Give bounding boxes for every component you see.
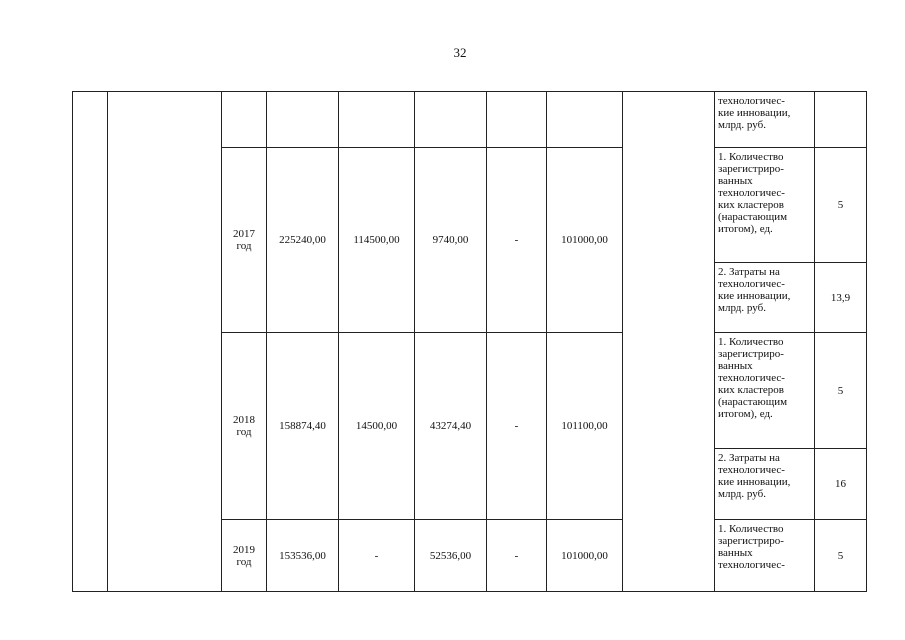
- year-cell: [222, 92, 267, 148]
- amount-cell: 101000,00: [547, 148, 623, 333]
- total-amount-cell: 153536,00: [267, 520, 339, 592]
- amount-cell: 43274,40: [415, 333, 487, 520]
- indicator-text: 2. Затраты на технологичес- кие инновации, млрд. руб.: [718, 452, 791, 500]
- year-label: 2019 год: [233, 543, 255, 568]
- year-cell: [222, 333, 267, 520]
- amount-cell: [267, 92, 339, 148]
- amount-cell: -: [487, 148, 547, 333]
- indicator-cell: [715, 449, 815, 520]
- amount-cell: 9740,00: [415, 148, 487, 333]
- indicator-text: 2. Затраты на технологичес- кие инновации, млрд. руб.: [718, 266, 791, 314]
- amount-cell: [339, 92, 415, 148]
- amount-cell: 114500,00: [339, 148, 415, 333]
- indicator-text: 1. Количество зарегистриро- ванных технологичес- ких кластеров (нарастающим итогом), ед.: [718, 151, 788, 235]
- measure-name-cell: [108, 92, 222, 592]
- amount-cell: -: [339, 520, 415, 592]
- indicator-value-cell: 13,9: [815, 263, 867, 333]
- indicator-text: 1. Количество зарегистриро- ванных технологичес- ких кластеров (нарастающим итогом), ед.: [718, 336, 788, 420]
- indicator-value-cell: 5: [815, 520, 867, 592]
- year-label: 2018 год: [233, 414, 255, 438]
- indicator-text: технологичес- кие инновации, млрд. руб.: [718, 95, 791, 131]
- indicator-cell: [715, 520, 815, 592]
- amount-cell: 52536,00: [415, 520, 487, 592]
- indicator-value-cell: 5: [815, 333, 867, 449]
- page-number: 32: [453, 45, 467, 60]
- amount-cell: [487, 92, 547, 148]
- number-cell: [73, 92, 108, 592]
- amount-cell: -: [487, 520, 547, 592]
- amount-cell: 14500,00: [339, 333, 415, 520]
- year-cell: [222, 148, 267, 333]
- indicator-cell: [715, 92, 815, 148]
- indicator-cell: [715, 333, 815, 449]
- amount-cell: -: [487, 333, 547, 520]
- indicator-cell: [715, 148, 815, 263]
- table-row: [73, 92, 867, 148]
- indicator-text: 1. Количество зарегистриро- ванных технологичес-: [718, 523, 785, 571]
- indicator-value-cell: [815, 92, 867, 148]
- amount-cell: 101000,00: [547, 520, 623, 592]
- total-amount-cell: 225240,00: [267, 148, 339, 333]
- executor-cell: [623, 92, 715, 592]
- amount-cell: 101100,00: [547, 333, 623, 520]
- indicator-value-cell: 5: [815, 148, 867, 263]
- total-amount-cell: 158874,40: [267, 333, 339, 520]
- amount-cell: [415, 92, 487, 148]
- indicator-value-cell: 16: [815, 449, 867, 520]
- indicator-cell: [715, 263, 815, 333]
- year-label: 2017 год: [233, 228, 255, 252]
- amount-cell: [547, 92, 623, 148]
- year-cell: [222, 520, 267, 592]
- budget-table: [72, 91, 867, 592]
